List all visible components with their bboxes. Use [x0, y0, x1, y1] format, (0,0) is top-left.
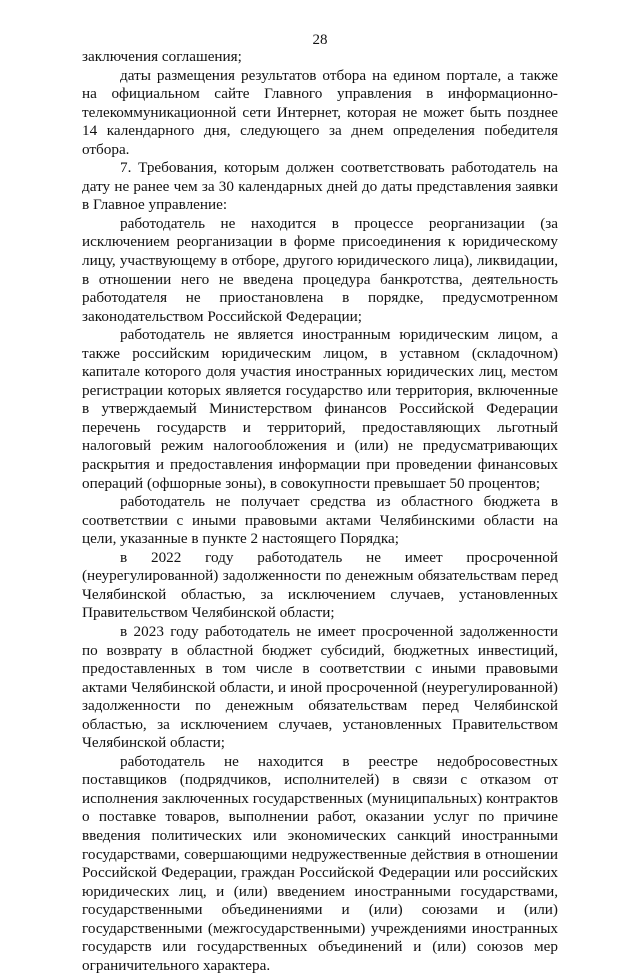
paragraph-9: работодатель не находится в реестре недобросовестных поставщиков (подрядчиков, исполнителей) в связи с отказом от исполнения заключенных государственных (муниципальных) контрактов о поставке товаров, выполнении работ, оказании услуг по причине введения политических или экономических санкций иностранными государствами, совершающими недружественные действия в отношении Российской Федерации, граждан Российской Федерации или российских юридических лиц, и (или) введением иностранными государствами, государственными объединениями и (или) союзами и (или) государственными (межгосударственными) учреждениями иностранных государств или государственных объединений и (или) союзов мер ограничительного характера. [82, 752, 558, 974]
paragraph-6: работодатель не получает средства из областного бюджета в соответствии с иными правовыми актами Челябинскими области на цели, указанные в пункте 2 настоящего Порядка; [82, 493, 558, 548]
paragraph-2: даты размещения результатов отбора на едином портале, а также на официальном сайте Главного управления в информационно-телекоммуникационной сети Интернет, которая не может быть позднее 14 календарного дня, следующего за днем определения победителя отбора. [82, 66, 558, 158]
paragraph-4: работодатель не находится в процессе реорганизации (за исключением реорганизации в форме присоединения к юридическому лицу, участвующему в отборе, другого юридического лица), ликвидации, в отношении него не введена процедура банкротства, деятельность работодателя не приостановлена в порядке, предусмотренном законодательством Российской Федерации; [82, 214, 558, 325]
paragraph-5: работодатель не является иностранным юридическим лицом, а также российским юридическим лицом, в уставном (складочном) капитале которого доля участия иностранных юридических лиц, местом регистрации которых является государство или территория, включенные в утверждаемый Министерством финансов Российской Федерации перечень государств и территорий, предоставляющих льготный налоговый режим налогообложения и (или) не предусматривающих раскрытия и предоставления информации при проведении финансовых операций (офшорные зоны), в совокупности превышает 50 процентов; [82, 326, 558, 492]
paragraph-8: в 2023 году работодатель не имеет просроченной задолженности по возврату в областной бюджет субсидий, бюджетных инвестиций, предоставленных в том числе в соответствии с иными правовыми актами Челябинской области, и иной просроченной (неурегулированной) задолженности по денежным обязательствам перед Челябинской областью, за исключением случаев, установленных Правительством Челябинской области; [82, 622, 558, 752]
page-number: 28 [312, 32, 328, 48]
document-body [82, 48, 558, 975]
paragraph-7: в 2022 году работодатель не имеет просроченной (неурегулированной) задолженности по денежным обязательствам перед Челябинской областью, за исключением случаев, установленных Правительством Челябинской области; [82, 548, 558, 622]
paragraph-3: 7. Требования, которым должен соответствовать работодатель на дату не ранее чем за 30 календарных дней до даты представления заявки в Главное управление: [82, 159, 558, 214]
paragraph-1: заключения соглашения; [82, 48, 242, 65]
